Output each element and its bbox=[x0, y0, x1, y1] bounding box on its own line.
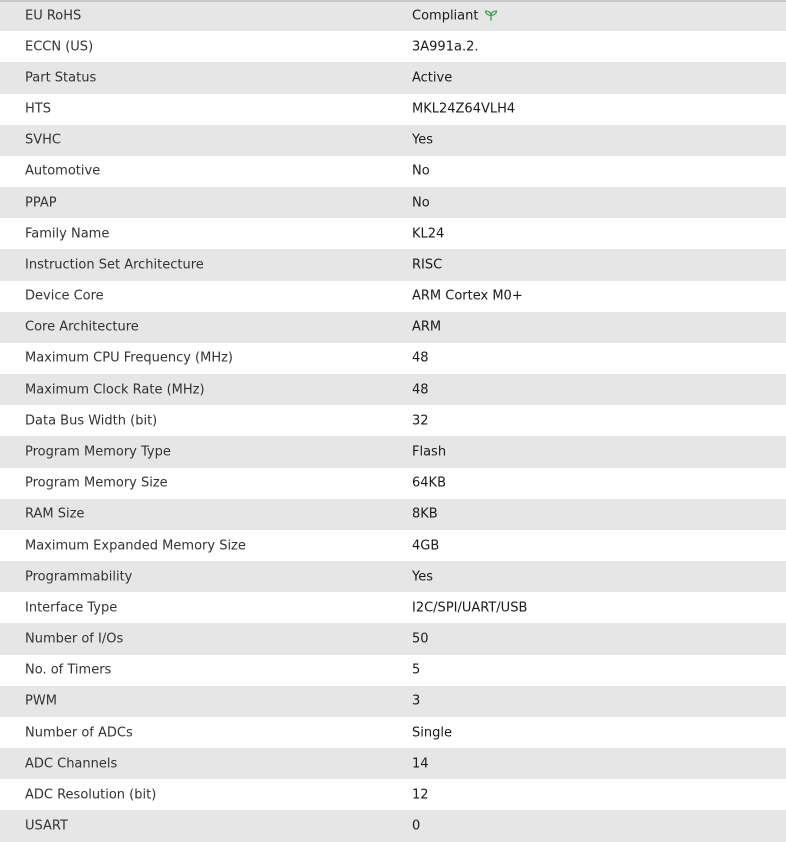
spec-value bbox=[412, 8, 498, 23]
spec-value-text: 8KB bbox=[412, 506, 438, 522]
spec-value-text: ARM Cortex M0+ bbox=[412, 288, 523, 304]
spec-label: ECCN (US) bbox=[25, 39, 94, 55]
spec-row bbox=[0, 62, 786, 93]
spec-value-text: Compliant bbox=[412, 8, 479, 24]
spec-row bbox=[0, 717, 786, 748]
spec-value bbox=[412, 507, 438, 522]
spec-value bbox=[412, 787, 429, 802]
spec-value-text: 64KB bbox=[412, 475, 446, 491]
spec-value-text: 0 bbox=[412, 818, 421, 834]
spec-value-text: I2C/SPI/UART/USB bbox=[412, 600, 528, 616]
spec-value-text: 3 bbox=[412, 693, 421, 709]
spec-row bbox=[0, 592, 786, 623]
spec-row bbox=[0, 218, 786, 249]
spec-value-text: 32 bbox=[412, 413, 429, 429]
spec-row bbox=[0, 125, 786, 156]
spec-label: Number of ADCs bbox=[25, 725, 133, 741]
spec-row bbox=[0, 499, 786, 530]
spec-row bbox=[0, 779, 786, 810]
spec-value bbox=[412, 694, 420, 709]
spec-row bbox=[0, 468, 786, 499]
spec-label: PWM bbox=[25, 693, 57, 709]
spec-row bbox=[0, 281, 786, 312]
spec-label: SVHC bbox=[25, 132, 61, 148]
spec-value-text: 48 bbox=[412, 350, 429, 366]
spec-label: Number of I/Os bbox=[25, 631, 124, 647]
spec-label: USART bbox=[25, 818, 68, 834]
spec-value-text: 12 bbox=[412, 787, 429, 803]
spec-label: EU RoHS bbox=[25, 8, 82, 24]
spec-value-text: 5 bbox=[412, 662, 421, 678]
spec-row bbox=[0, 0, 786, 31]
spec-label: Core Architecture bbox=[25, 319, 139, 335]
spec-value bbox=[412, 257, 442, 272]
spec-value bbox=[412, 756, 429, 771]
spec-value bbox=[412, 133, 433, 148]
leaf-icon bbox=[484, 10, 498, 22]
spec-value-text: MKL24Z64VLH4 bbox=[412, 101, 516, 117]
spec-value-text: 4GB bbox=[412, 538, 440, 553]
spec-value bbox=[412, 39, 478, 54]
spec-value bbox=[412, 444, 446, 459]
spec-label: Maximum CPU Frequency (MHz) bbox=[25, 350, 233, 366]
spec-row bbox=[0, 343, 786, 374]
spec-value bbox=[412, 320, 441, 335]
top-divider bbox=[0, 0, 786, 2]
spec-value bbox=[412, 600, 527, 615]
spec-value-text: 14 bbox=[412, 756, 429, 772]
spec-value bbox=[412, 538, 439, 553]
spec-value-text: No bbox=[412, 163, 430, 179]
spec-row bbox=[0, 748, 786, 779]
spec-label: Family Name bbox=[25, 226, 110, 242]
spec-label: Maximum Clock Rate (MHz) bbox=[25, 382, 205, 398]
spec-row bbox=[0, 623, 786, 654]
spec-value-text: 48 bbox=[412, 382, 429, 398]
spec-value bbox=[412, 413, 429, 428]
spec-value bbox=[412, 351, 429, 366]
spec-label: Programmability bbox=[25, 569, 133, 585]
spec-label: RAM Size bbox=[25, 506, 85, 522]
spec-value bbox=[412, 819, 420, 834]
spec-value-text: Active bbox=[412, 70, 453, 86]
spec-row bbox=[0, 374, 786, 405]
spec-row bbox=[0, 187, 786, 218]
spec-value bbox=[412, 725, 452, 740]
spec-row bbox=[0, 94, 786, 125]
spec-label: No. of Timers bbox=[25, 662, 112, 678]
spec-row bbox=[0, 405, 786, 436]
spec-row bbox=[0, 249, 786, 280]
spec-label: Program Memory Type bbox=[25, 444, 171, 460]
spec-value-text: Single bbox=[412, 725, 452, 741]
spec-label: ADC Resolution (bit) bbox=[25, 787, 157, 803]
spec-value-text: Yes bbox=[412, 132, 433, 148]
spec-value bbox=[412, 226, 444, 241]
spec-value bbox=[412, 632, 429, 647]
spec-value-text: 3A991a.2. bbox=[412, 39, 479, 55]
spec-label: Maximum Expanded Memory Size bbox=[25, 538, 246, 553]
spec-value bbox=[412, 663, 420, 678]
spec-value bbox=[412, 102, 515, 117]
spec-value bbox=[412, 70, 452, 85]
spec-label: ADC Channels bbox=[25, 756, 118, 772]
spec-label: Data Bus Width (bit) bbox=[25, 413, 158, 429]
spec-label: Automotive bbox=[25, 163, 101, 179]
spec-label: Program Memory Size bbox=[25, 475, 168, 491]
spec-row bbox=[0, 686, 786, 717]
spec-label: HTS bbox=[25, 101, 51, 117]
spec-value bbox=[412, 164, 430, 179]
spec-label: Part Status bbox=[25, 70, 97, 86]
spec-value bbox=[412, 289, 523, 304]
spec-row bbox=[0, 655, 786, 686]
spec-row bbox=[0, 561, 786, 592]
spec-value-text: RISC bbox=[412, 257, 443, 273]
spec-value bbox=[412, 569, 433, 584]
spec-row bbox=[0, 31, 786, 62]
spec-row bbox=[0, 156, 786, 187]
spec-row bbox=[0, 436, 786, 467]
spec-row bbox=[0, 312, 786, 343]
spec-row bbox=[0, 530, 786, 561]
spec-label: Device Core bbox=[25, 288, 104, 304]
spec-value bbox=[412, 476, 446, 491]
spec-value-text: 50 bbox=[412, 631, 429, 647]
spec-value bbox=[412, 195, 430, 210]
spec-row bbox=[0, 810, 786, 841]
spec-label: Instruction Set Architecture bbox=[25, 257, 204, 273]
spec-value-text: KL24 bbox=[412, 226, 445, 242]
spec-value-text: No bbox=[412, 195, 430, 211]
spec-label: Interface Type bbox=[25, 600, 118, 616]
spec-value-text: ARM bbox=[412, 319, 442, 335]
spec-value-text: Flash bbox=[412, 444, 447, 460]
spec-value-text: Yes bbox=[412, 569, 433, 585]
spec-value bbox=[412, 382, 429, 397]
spec-label: PPAP bbox=[25, 195, 57, 211]
